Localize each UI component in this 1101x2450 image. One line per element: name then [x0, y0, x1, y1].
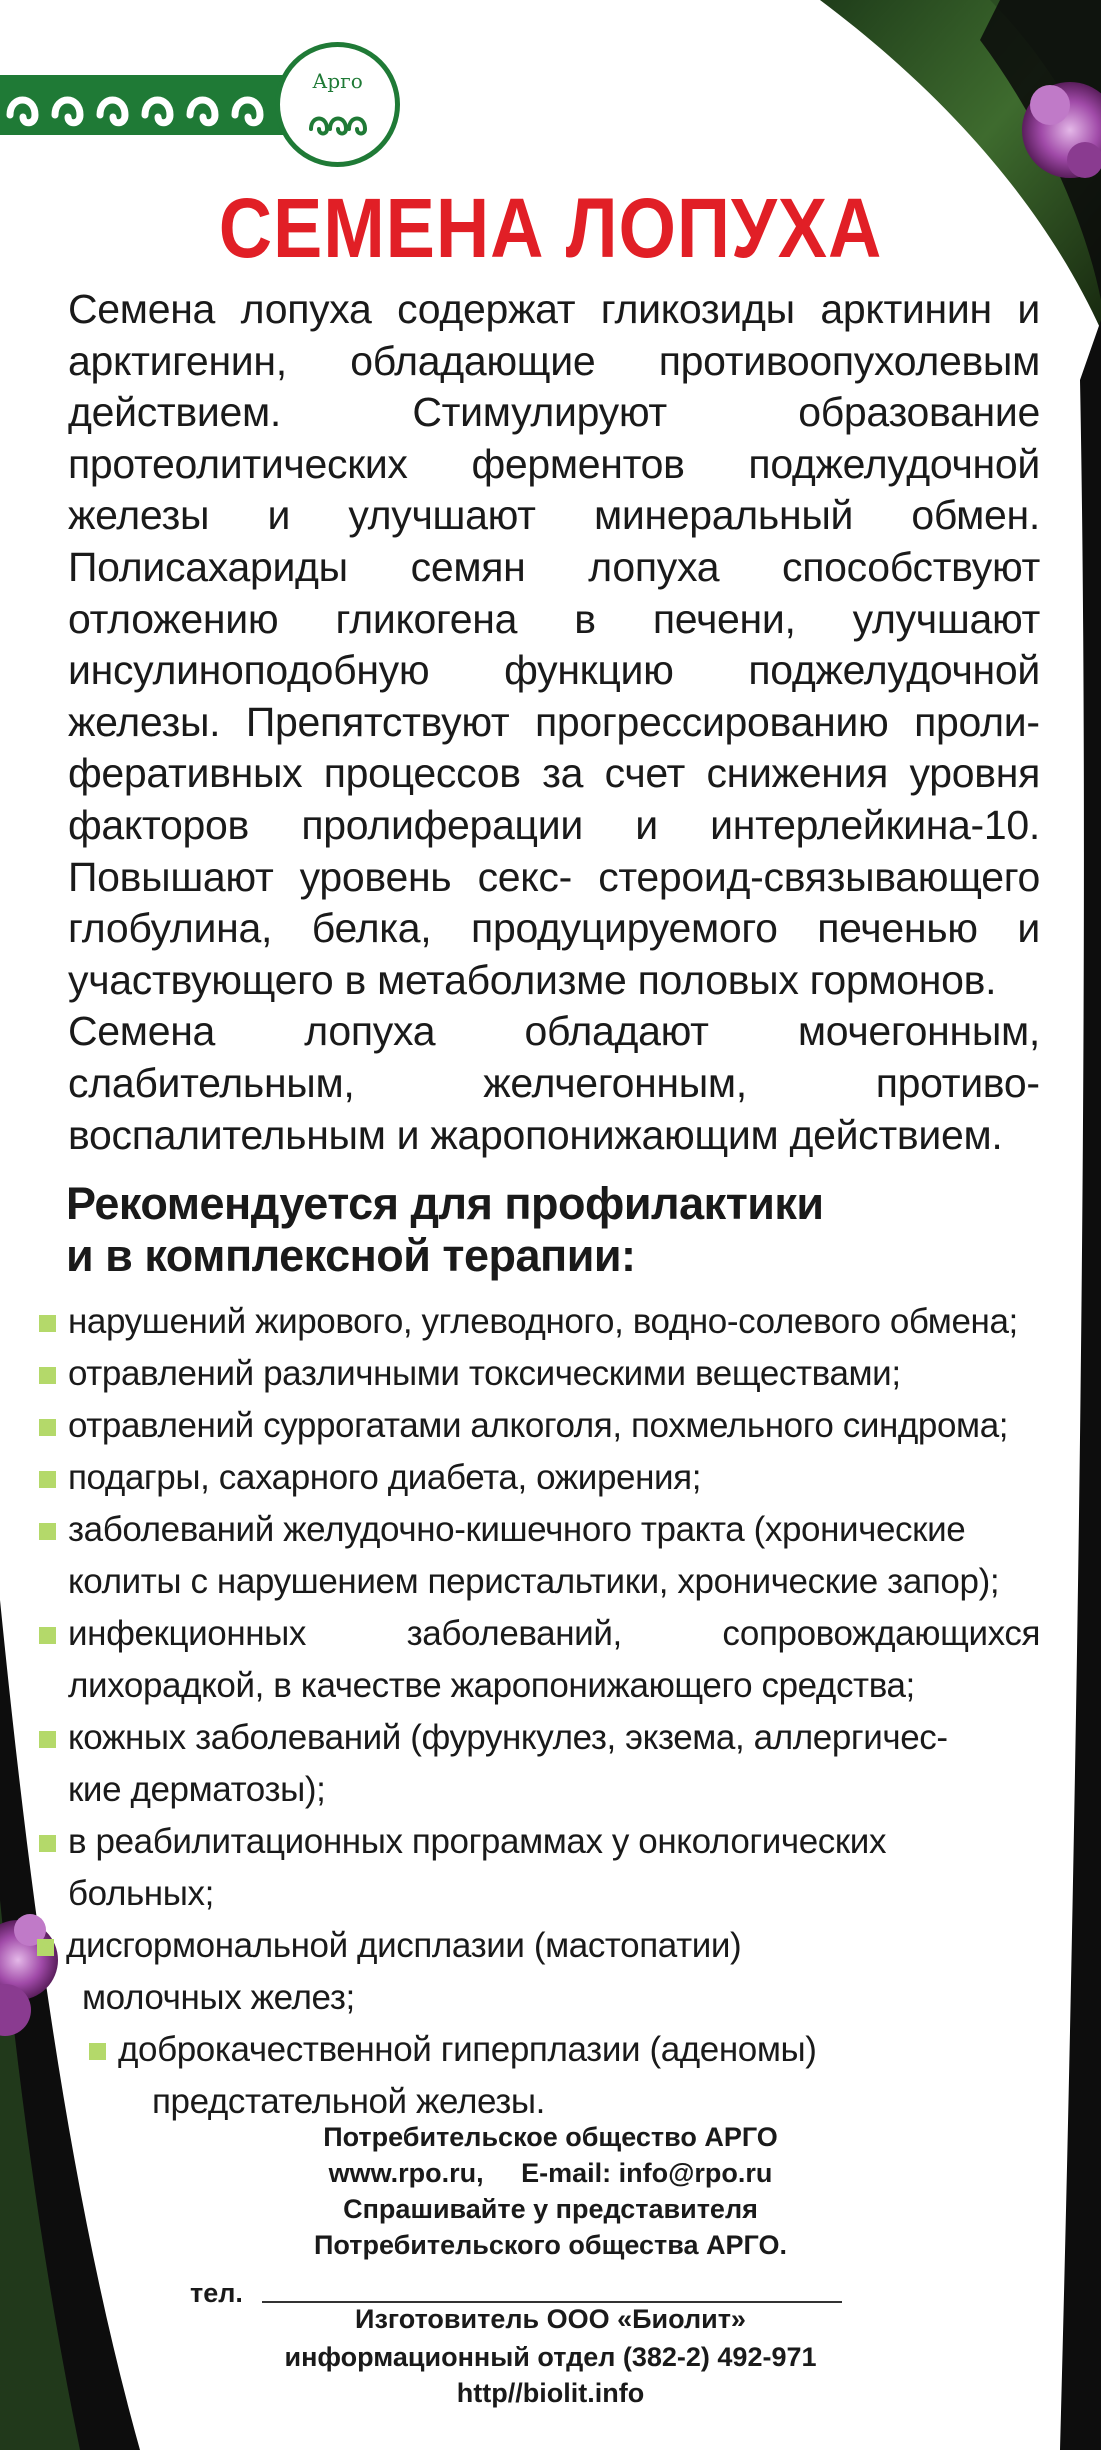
list-item	[68, 1504, 1040, 1608]
logo-swirl-icon	[303, 97, 373, 137]
list-item	[68, 1712, 1040, 1816]
list-item-text: доброкачественной гиперплазии (аденомы)	[118, 2030, 817, 2069]
list-item	[68, 1816, 1040, 1920]
website-link[interactable]: www.rpo.ru,	[328, 2158, 484, 2188]
info-department-line: информационный отдел (382-2) 492-971	[284, 2342, 817, 2372]
square-bullet-icon	[39, 1835, 56, 1852]
square-bullet-icon	[39, 1523, 56, 1540]
list-item	[68, 1452, 1040, 1504]
list-item-text: в реабилитационных программах у онкологических	[68, 1822, 887, 1861]
list-item	[118, 2024, 998, 2128]
email-link[interactable]: E-mail: info@rpo.ru	[521, 2158, 773, 2188]
description-paragraph: Семена лопуха содержат гликозиды арктинин и арктигенин, обладающие противоопухолевым действием. Стимулируют образование протеолитических ферментов поджелудочной железы и улучшают минеральный обмен. Полисахариды семян лопуха способствуют отложению гликогена в печени, улучшают инсулиноподобную функцию поджелудочной железы. Препятствуют прогрессированию пролиферативных процессов за счет снижения уровня факторов пролиферации и интерлейкина-10. Повышают уровень секс- стероид-связывающего глобулина, белка, продуцируемого печенью и участвующего в метаболизме половых гормонов.	[68, 286, 1040, 1003]
list-item-text: инфекционных заболеваний, сопровождающихся	[68, 1614, 1040, 1653]
footer-ask-line: Спрашивайте у представителя	[343, 2194, 758, 2224]
recommendation-heading	[66, 1178, 1026, 1282]
list-item	[68, 1348, 1040, 1400]
list-item-text: отравлений различными токсическими веществами;	[68, 1354, 901, 1393]
list-item	[68, 1296, 1040, 1348]
list-item-text: дисгормональной дисплазии (мастопатии)	[66, 1926, 742, 1965]
list-item	[68, 1608, 1040, 1712]
list-item-text: заболеваний желудочно-кишечного тракта (хронические	[68, 1510, 966, 1549]
list-item	[68, 1400, 1040, 1452]
recommendation-heading-line: Рекомендуется для профилактики	[66, 1178, 824, 1229]
list-item-text: лихорадкой, в качестве жаропонижающего средства;	[68, 1666, 915, 1705]
list-item-text: молочных желез;	[82, 1978, 355, 2017]
square-bullet-icon	[39, 1627, 56, 1644]
list-item-text: нарушений жирового, углеводного, водно-солевого обмена;	[68, 1302, 1018, 1341]
description-text	[68, 284, 1040, 1161]
square-bullet-icon	[39, 1731, 56, 1748]
square-bullet-icon	[39, 1471, 56, 1488]
square-bullet-icon	[37, 1939, 54, 1956]
argo-logo	[275, 42, 400, 167]
list-item-text: отравлений суррогатами алкоголя, похмельного синдрома;	[68, 1406, 1009, 1445]
list-item	[66, 1920, 966, 2024]
tel-label: тел.	[190, 2278, 243, 2308]
footer-org: Потребительское общество АРГО	[323, 2122, 778, 2152]
logo-text: Арго	[312, 68, 363, 93]
list-item-text: подагры, сахарного диабета, ожирения;	[68, 1458, 702, 1497]
footer-contacts	[0, 2156, 1101, 2191]
square-bullet-icon	[89, 2043, 106, 2060]
recommendation-heading-line: и в комплексной терапии:	[66, 1230, 636, 1281]
list-item-text: колиты с нарушением перистальтики, хронические запор);	[68, 1562, 1000, 1601]
maker-line: Изготовитель ООО «Биолит»	[355, 2304, 746, 2334]
square-bullet-icon	[39, 1315, 56, 1332]
description-paragraph: Семена лопуха обладают мочегонным, слабительным, желчегонным, противовоспалительным и жаропонижающим действием.	[68, 1008, 1040, 1158]
list-item-text: предстательной железы.	[152, 2082, 545, 2121]
footer-ask-line: Потребительского общества АРГО.	[314, 2230, 787, 2260]
square-bullet-icon	[39, 1367, 56, 1384]
list-item-text: кие дерматозы);	[68, 1770, 326, 1809]
list-item-text: больных;	[68, 1874, 214, 1913]
site-link[interactable]: http//biolit.info	[456, 2378, 645, 2408]
square-bullet-icon	[39, 1419, 56, 1436]
list-item-text: кожных заболеваний (фурункулез, экзема, аллергичес-	[68, 1718, 948, 1757]
wave-ornament-band	[0, 55, 290, 155]
page-title: СЕМЕНА ЛОПУХА	[218, 181, 883, 275]
